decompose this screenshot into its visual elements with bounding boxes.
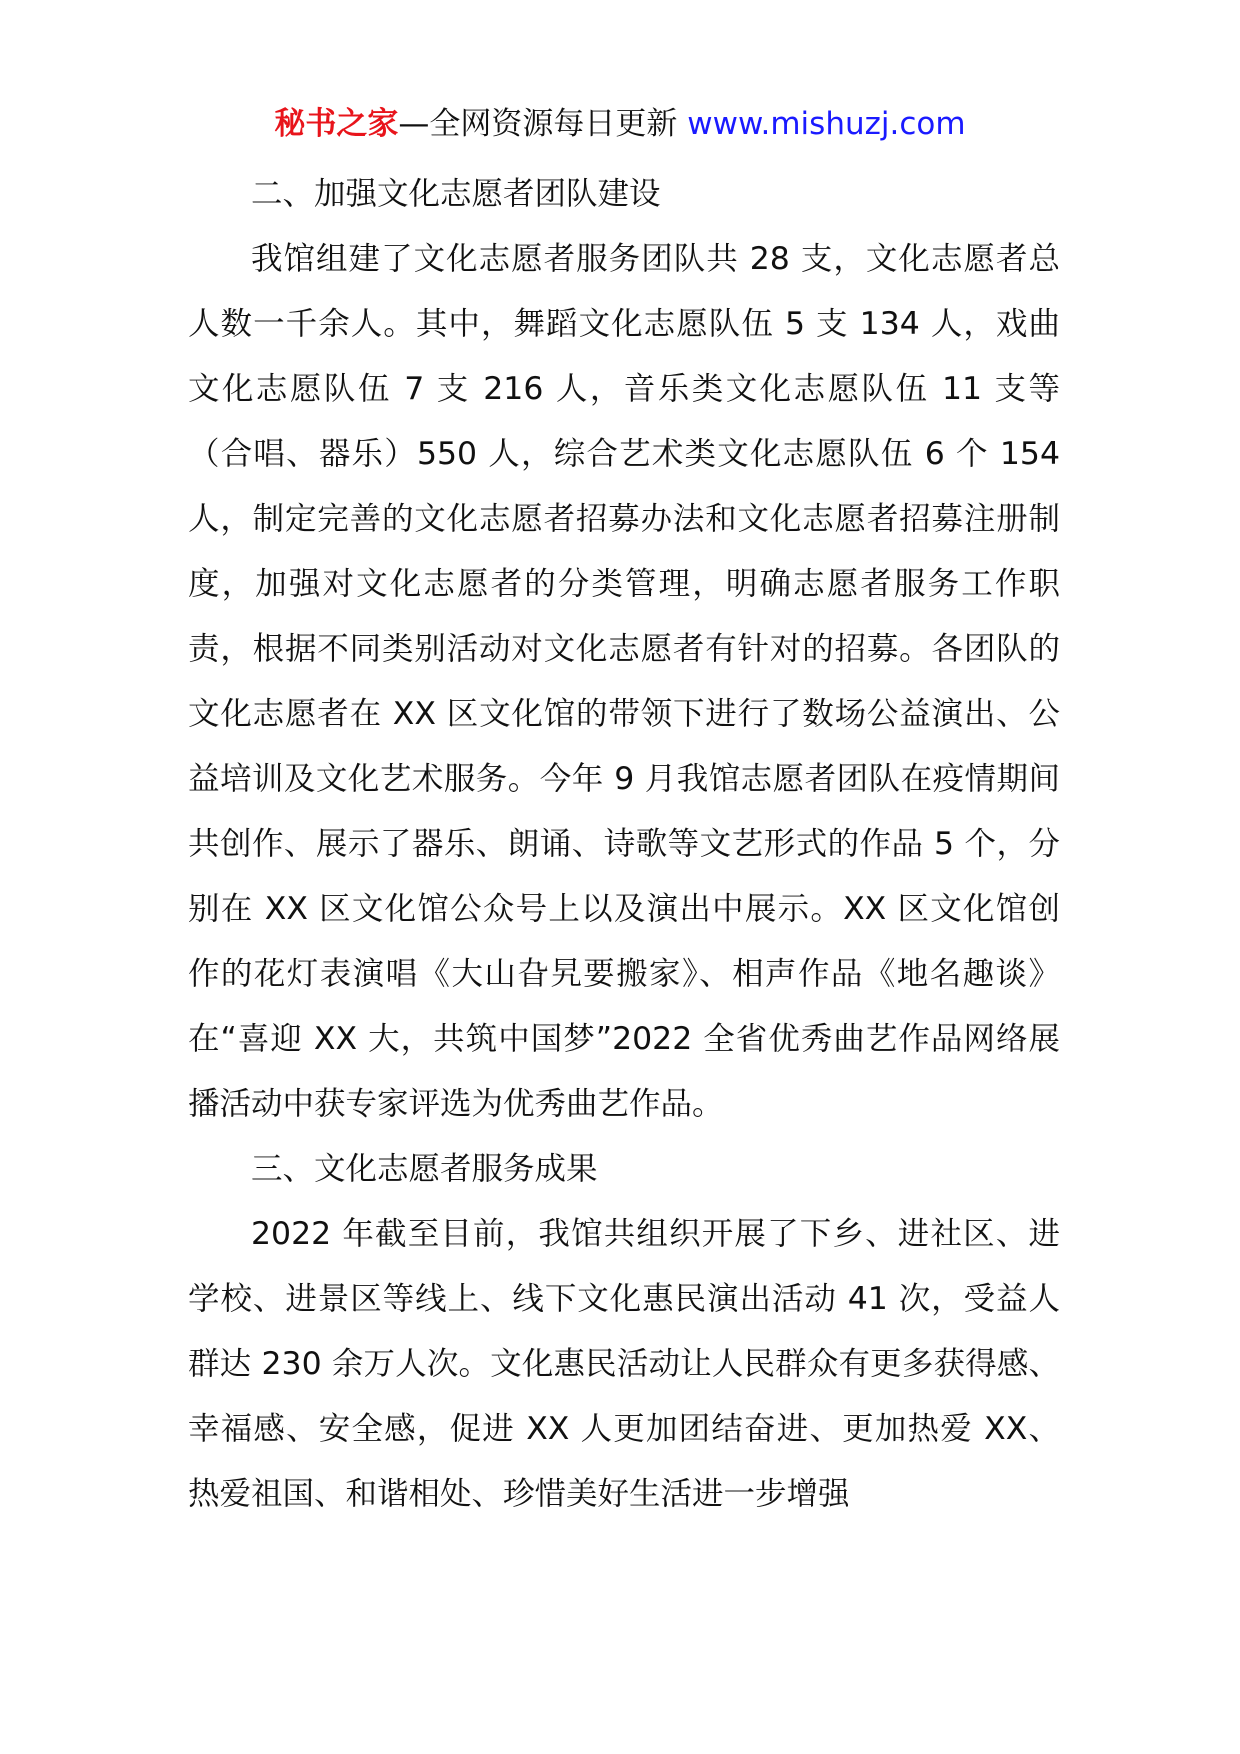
- document-body: [188, 162, 1060, 1527]
- site-header: [0, 100, 1240, 148]
- paragraph-volunteer-teams: 我馆组建了文化志愿者服务团队共 28 支，文化志愿者总人数一千余人。其中，舞蹈文化志愿队伍 5 支 134 人，戏曲文化志愿队伍 7 支 216 人，音乐类文化志愿队伍 11 支等（合唱、器乐）550 人，综合艺术类文化志愿队伍 6 个 154 人，制定完善的文化志愿者招募办法和文化志愿者招募注册制度，加强对文化志愿者的分类管理，明确志愿者服务工作职责，根据不同类别活动对文化志愿者有针对的招募。各团队的文化志愿者在 XX 区文化馆的带领下进行了数场公益演出、公益培训及文化艺术服务。今年 9 月我馆志愿者团队在疫情期间共创作、展示了器乐、朗诵、诗歌等文艺形式的作品 5 个，分别在 XX 区文化馆公众号上以及演出中展示。XX 区文化馆创作的花灯表演唱《大山旮旯要搬家》、相声作品《地名趣谈》在“喜迎 XX 大，共筑中国梦”2022 全省优秀曲艺作品网络展播活动中获专家评选为优秀曲艺作品。: [188, 241, 1060, 1122]
- paragraph-service-results: 2022 年截至目前，我馆共组织开展了下乡、进社区、进学校、进景区等线上、线下文化惠民演出活动 41 次，受益人群达 230 余万人次。文化惠民活动让人民群众有更多获得感、幸福感、安全感，促进 XX 人更加团结奋进、更加热爱 XX、热爱祖国、和谐相处、珍惜美好生活进一步增强: [188, 1216, 1060, 1512]
- site-url-link[interactable]: www.mishuzj.com: [687, 106, 966, 142]
- section-heading-2: 二、加强文化志愿者团队建设: [251, 176, 661, 212]
- header-tagline: —全网资源每日更新: [398, 106, 678, 142]
- section-heading-3: 三、文化志愿者服务成果: [251, 1151, 598, 1187]
- brand-name: 秘书之家: [274, 106, 399, 142]
